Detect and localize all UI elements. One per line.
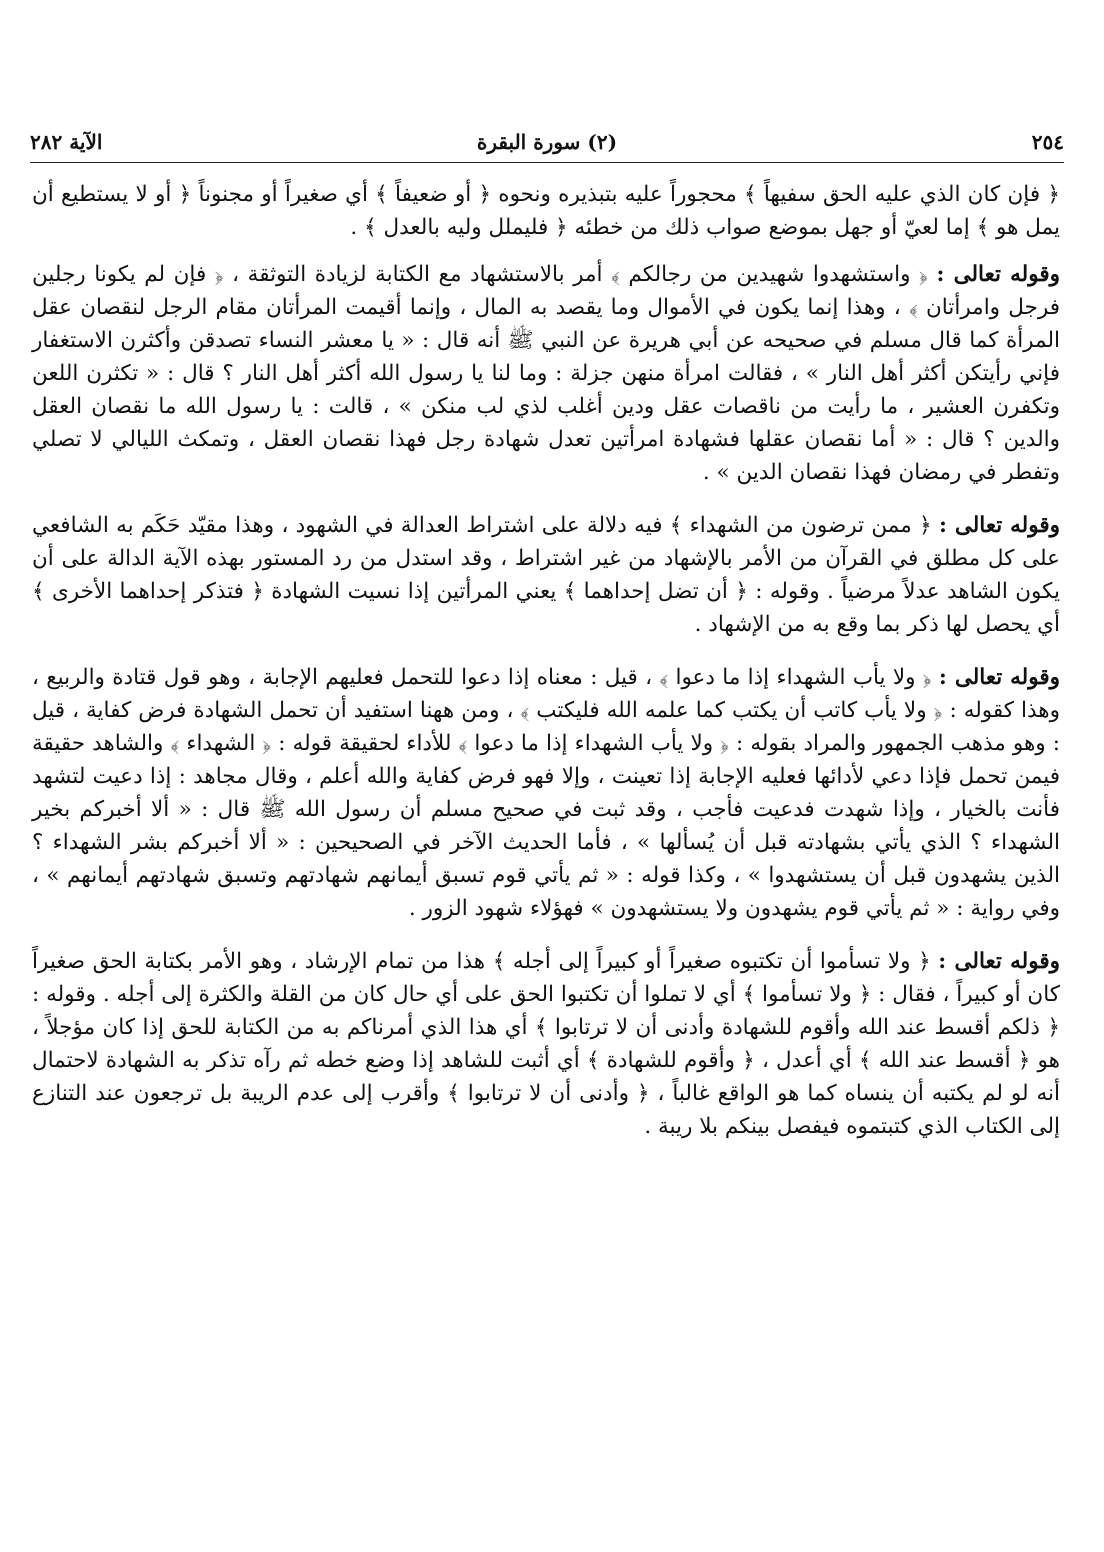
- paragraph: [32, 509, 1060, 641]
- page-header: [30, 128, 1064, 163]
- paragraph: [32, 258, 1060, 489]
- paragraph: [32, 178, 1060, 244]
- paragraph-lead: وقوله تعالى :: [938, 949, 1060, 974]
- page-number: ٢٥٤: [1031, 130, 1064, 154]
- verse-label: الآية ٢٨٢: [30, 130, 103, 154]
- paragraph-lead: وقوله تعالى :: [938, 513, 1060, 538]
- paragraph-text: ﴿ ممن ترضون من الشهداء ﴾ فيه دلالة على اشتراط العدالة في الشهود ، وهذا مقيّد حَكَم به الشافعي على كل مطلق في القرآن من الأمر بالإشهاد من غير اشتراط ، وقد استدل من رد المستور بهذه الآية الدالة على أن يكون الشاهد عدلاً مرضياً . وقوله : ﴿ أن تضل إحداهما ﴾ يعني المرأتين إذا نسيت الشهادة ﴿ فتذكر إحداهما الأخرى ﴾ أي يحصل لها ذكر بما وقع به من الإشهاد .: [32, 513, 1060, 637]
- tafsir-body: [32, 178, 1060, 1163]
- paragraph-text: ﴿ واستشهدوا شهيدين من رجالكم ﴾ أمر بالاستشهاد مع الكتابة لزيادة التوثقة ، ﴿ فإن لم يكونا رجلين فرجل وامرأتان ﴾ ، وهذا إنما يكون في الأموال وما يقصد به المال ، وإنما أقيمت المرأتان مقام الرجل لنقصان عقل المرأة كما قال مسلم في صحيحه عن أبي هريرة عن النبي ﷺ أنه قال : « يا معشر النساء تصدقن وأكثرن الاستغفار فإني رأيتكن أكثر أهل النار » ، فقالت امرأة منهن جزلة : وما لنا يا رسول الله أكثر أهل النار ؟ قال : « تكثرن اللعن وتكفرن العشير ، ما رأيت من ناقصات عقل ودين أغلب لذي لب منكن » ، قالت : يا رسول الله ما نقصان العقل والدين ؟ قال : « أما نقصان عقلها فشهادة امرأتين تعدل شهادة رجل فهذا نقصان العقل ، وتمكث الليالي لا تصلي وتفطر في رمضان فهذا نقصان الدين » .: [32, 262, 1060, 485]
- surah-title: (٢) سورة البقرة: [476, 130, 618, 154]
- paragraph-text: ﴿ ولا يأب الشهداء إذا ما دعوا ﴾ ، قيل : معناه إذا دعوا للتحمل فعليهم الإجابة ، وهو قول قتادة والربيع ، وهذا كقوله : ﴿ ولا يأب كاتب أن يكتب كما علمه الله فليكتب ﴾ ، ومن ههنا استفيد أن تحمل الشهادة فرض كفاية ، قيل : وهو مذهب الجمهور والمراد بقوله : ﴿ ولا يأب الشهداء إذا ما دعوا ﴾ للأداء لحقيقة قوله : ﴿ الشهداء ﴾ والشاهد حقيقة فيمن تحمل فإذا دعي لأدائها فعليه الإجابة إذا تعينت ، وإلا فهو فرض كفاية والله أعلم ، وقال مجاهد : إذا دعيت لتشهد فأنت بالخيار ، وإذا شهدت فدعيت فأجب ، وقد ثبت في صحيح مسلم أن رسول الله ﷺ قال : « ألا أخبركم بخير الشهداء ؟ الذي يأتي بشهادته قبل أن يُسألها » ، فأما الحديث الآخر في الصحيحين : « ألا أخبركم بشر الشهداء ؟ الذين يشهدون قبل أن يستشهدوا » ، وكذا قوله : « ثم يأتي قوم تسبق أيمانهم شهادتهم وتسبق شهادتهم أيمانهم » ، وفي رواية : « ثم يأتي قوم يشهدون ولا يستشهدون » فهؤلاء شهود الزور .: [32, 665, 1060, 921]
- paragraph: [32, 661, 1060, 925]
- paragraph-text: ﴿ فإن كان الذي عليه الحق سفيهاً ﴾ محجوراً عليه بتبذيره ونحوه ﴿ أو ضعيفاً ﴾ أي صغيراً أو مجنوناً ﴿ أو لا يستطيع أن يمل هو ﴾ إما لعيّ أو جهل بموضع صواب ذلك من خطئه ﴿ فليملل وليه بالعدل ﴾ .: [32, 182, 1060, 240]
- paragraph-text: ﴿ ولا تسأموا أن تكتبوه صغيراً أو كبيراً إلى أجله ﴾ هذا من تمام الإرشاد ، وهو الأمر بكتابة الحق صغيراً كان أو كبيراً ، فقال : ﴿ ولا تسأموا ﴾ أي لا تملوا أن تكتبوا الحق على أي حال كان من القلة والكثرة إلى أجله . وقوله : ﴿ ذلكم أقسط عند الله وأقوم للشهادة وأدنى أن لا ترتابوا ﴾ أي هذا الذي أمرناكم به من الكتابة للحق إذا كان مؤجلاً ، هو ﴿ أقسط عند الله ﴾ أي أعدل ، ﴿ وأقوم للشهادة ﴾ أي أثبت للشاهد إذا وضع خطه ثم رآه تذكر به الشهادة لاحتمال أنه لو لم يكتبه أن ينساه كما هو الواقع غالباً ، ﴿ وأدنى أن لا ترتابوا ﴾ وأقرب إلى عدم الريبة بل ترجعون عند التنازع إلى الكتاب الذي كتبتموه فيفصل بينكم بلا ريبة .: [32, 949, 1060, 1139]
- paragraph-lead: وقوله تعالى :: [938, 665, 1060, 690]
- paragraph-lead: وقوله تعالى :: [936, 262, 1060, 287]
- paragraph: [32, 945, 1060, 1143]
